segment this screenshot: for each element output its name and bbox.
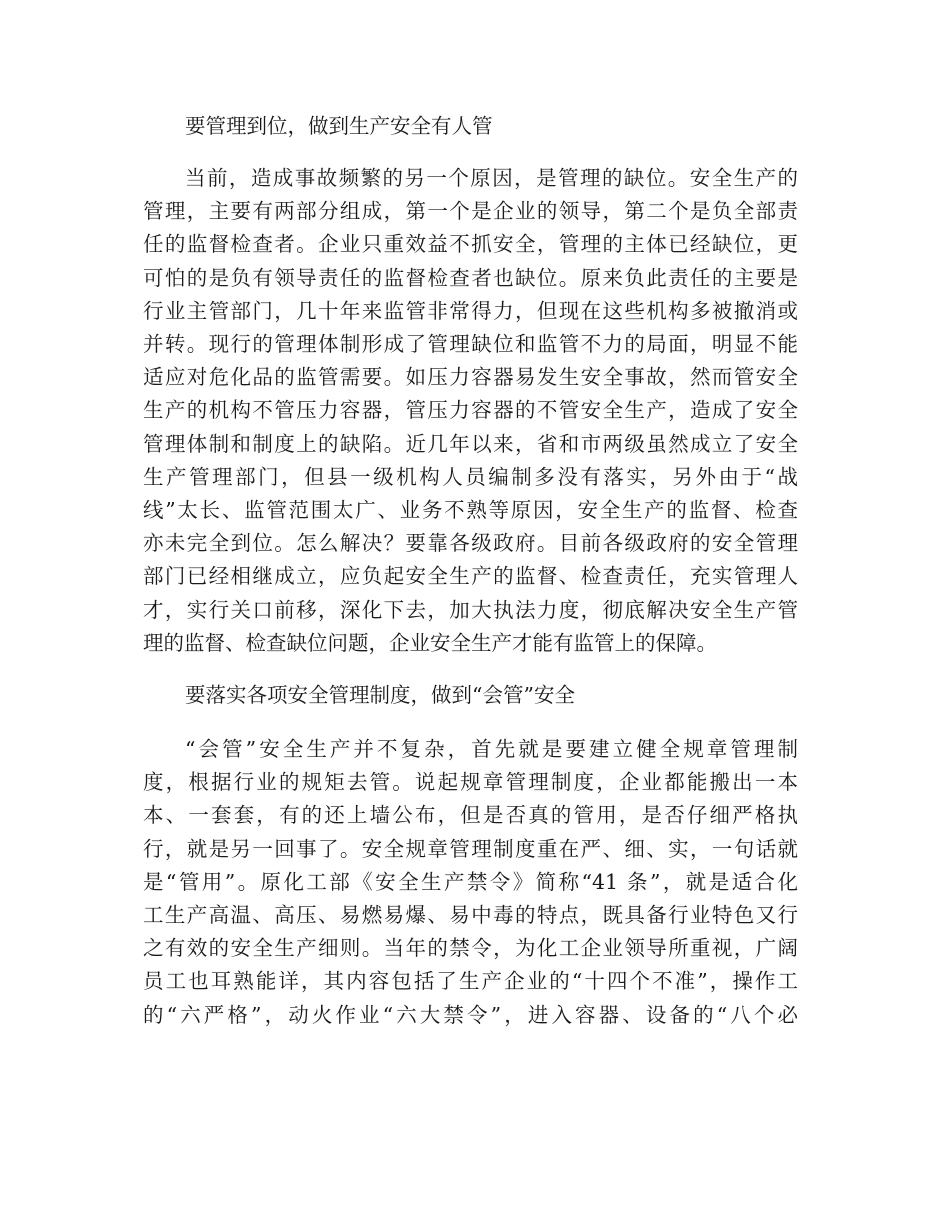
text-line: 之有效的安全生产细则。当年的禁令，为化工企业领导所重视，广阔: [143, 936, 798, 961]
text-line: 管理体制和制度上的缺陷。近几年以来，省和市两级虽然成立了安全: [143, 431, 798, 456]
text-line: 本、一套套，有的还上墙公布，但是否真的管用，是否仔细严格执: [143, 803, 798, 828]
text-line: 才，实行关口前移，深化下去，加大执法力度，彻底解决安全生产管: [143, 597, 798, 622]
document-body: [143, 108, 798, 1032]
text-line: 当前，造成事故频繁的另一个原因，是管理的缺位。安全生产的: [185, 166, 798, 190]
text-line: 的“六严格”，动火作业“六大禁令”，进入容器、设备的“八个必: [143, 1002, 798, 1027]
paragraph-management-absence: [143, 162, 798, 660]
section-heading-management: 要管理到位，做到生产安全有人管: [185, 114, 493, 138]
text-line: 行，就是另一回事了。安全规章管理制度重在严、细、实，一句话就: [143, 836, 798, 861]
text-line: 理的监督、检查缺位问题，企业安全生产才能有监管上的保障。: [143, 630, 717, 655]
text-line: 度，根据行业的规矩去管。说起规章管理制度，企业都能搬出一本: [143, 770, 798, 795]
text-line: 是“管用”。原化工部《安全生产禁令》简称“41 条”，就是适合化: [143, 869, 798, 894]
text-line: 部门已经相继成立，应负起安全生产的监督、检查责任，充实管理人: [143, 564, 798, 589]
text-line: 亦未完全到位。怎么解决？要靠各级政府。目前各级政府的安全管理: [143, 531, 798, 556]
text-line: 工生产高温、高压、易燃易爆、易中毒的特点，既具备行业特色又行: [143, 903, 798, 928]
text-line: 生产管理部门，但县一级机构人员编制多没有落实，另外由于“战: [143, 464, 798, 489]
text-line: 管理，主要有两部分组成，第一个是企业的领导，第二个是负全部责: [143, 199, 798, 224]
text-line: 适应对危化品的监管需要。如压力容器易发生安全事故，然而管安全: [143, 365, 798, 390]
text-line: 可怕的是负有领导责任的监督检查者也缺位。原来负此责任的主要是: [143, 265, 798, 290]
text-line: 并转。现行的管理体制形成了管理缺位和监管不力的局面，明显不能: [143, 332, 798, 357]
text-line: 线”太长、监管范围太广、业务不熟等原因，安全生产的监督、检查: [143, 498, 798, 523]
text-line: 行业主管部门，几十年来监管非常得力，但现在这些机构多被撤消或: [143, 298, 798, 323]
text-line: 任的监督检查者。企业只重效益不抓安全，管理的主体已经缺位，更: [143, 232, 798, 257]
section-heading-rules: 要落实各项安全管理制度，做到“会管”安全: [185, 683, 575, 708]
paragraph-safety-rules: [143, 733, 798, 1032]
text-line: 生产的机构不管压力容器，管压力容器的不管安全生产，造成了安全: [143, 398, 798, 423]
text-line: 员工也耳熟能详，其内容包括了生产企业的“十四个不准”，操作工: [143, 969, 798, 994]
text-line: “会管”安全生产并不复杂，首先就是要建立健全规章管理制: [185, 737, 798, 762]
